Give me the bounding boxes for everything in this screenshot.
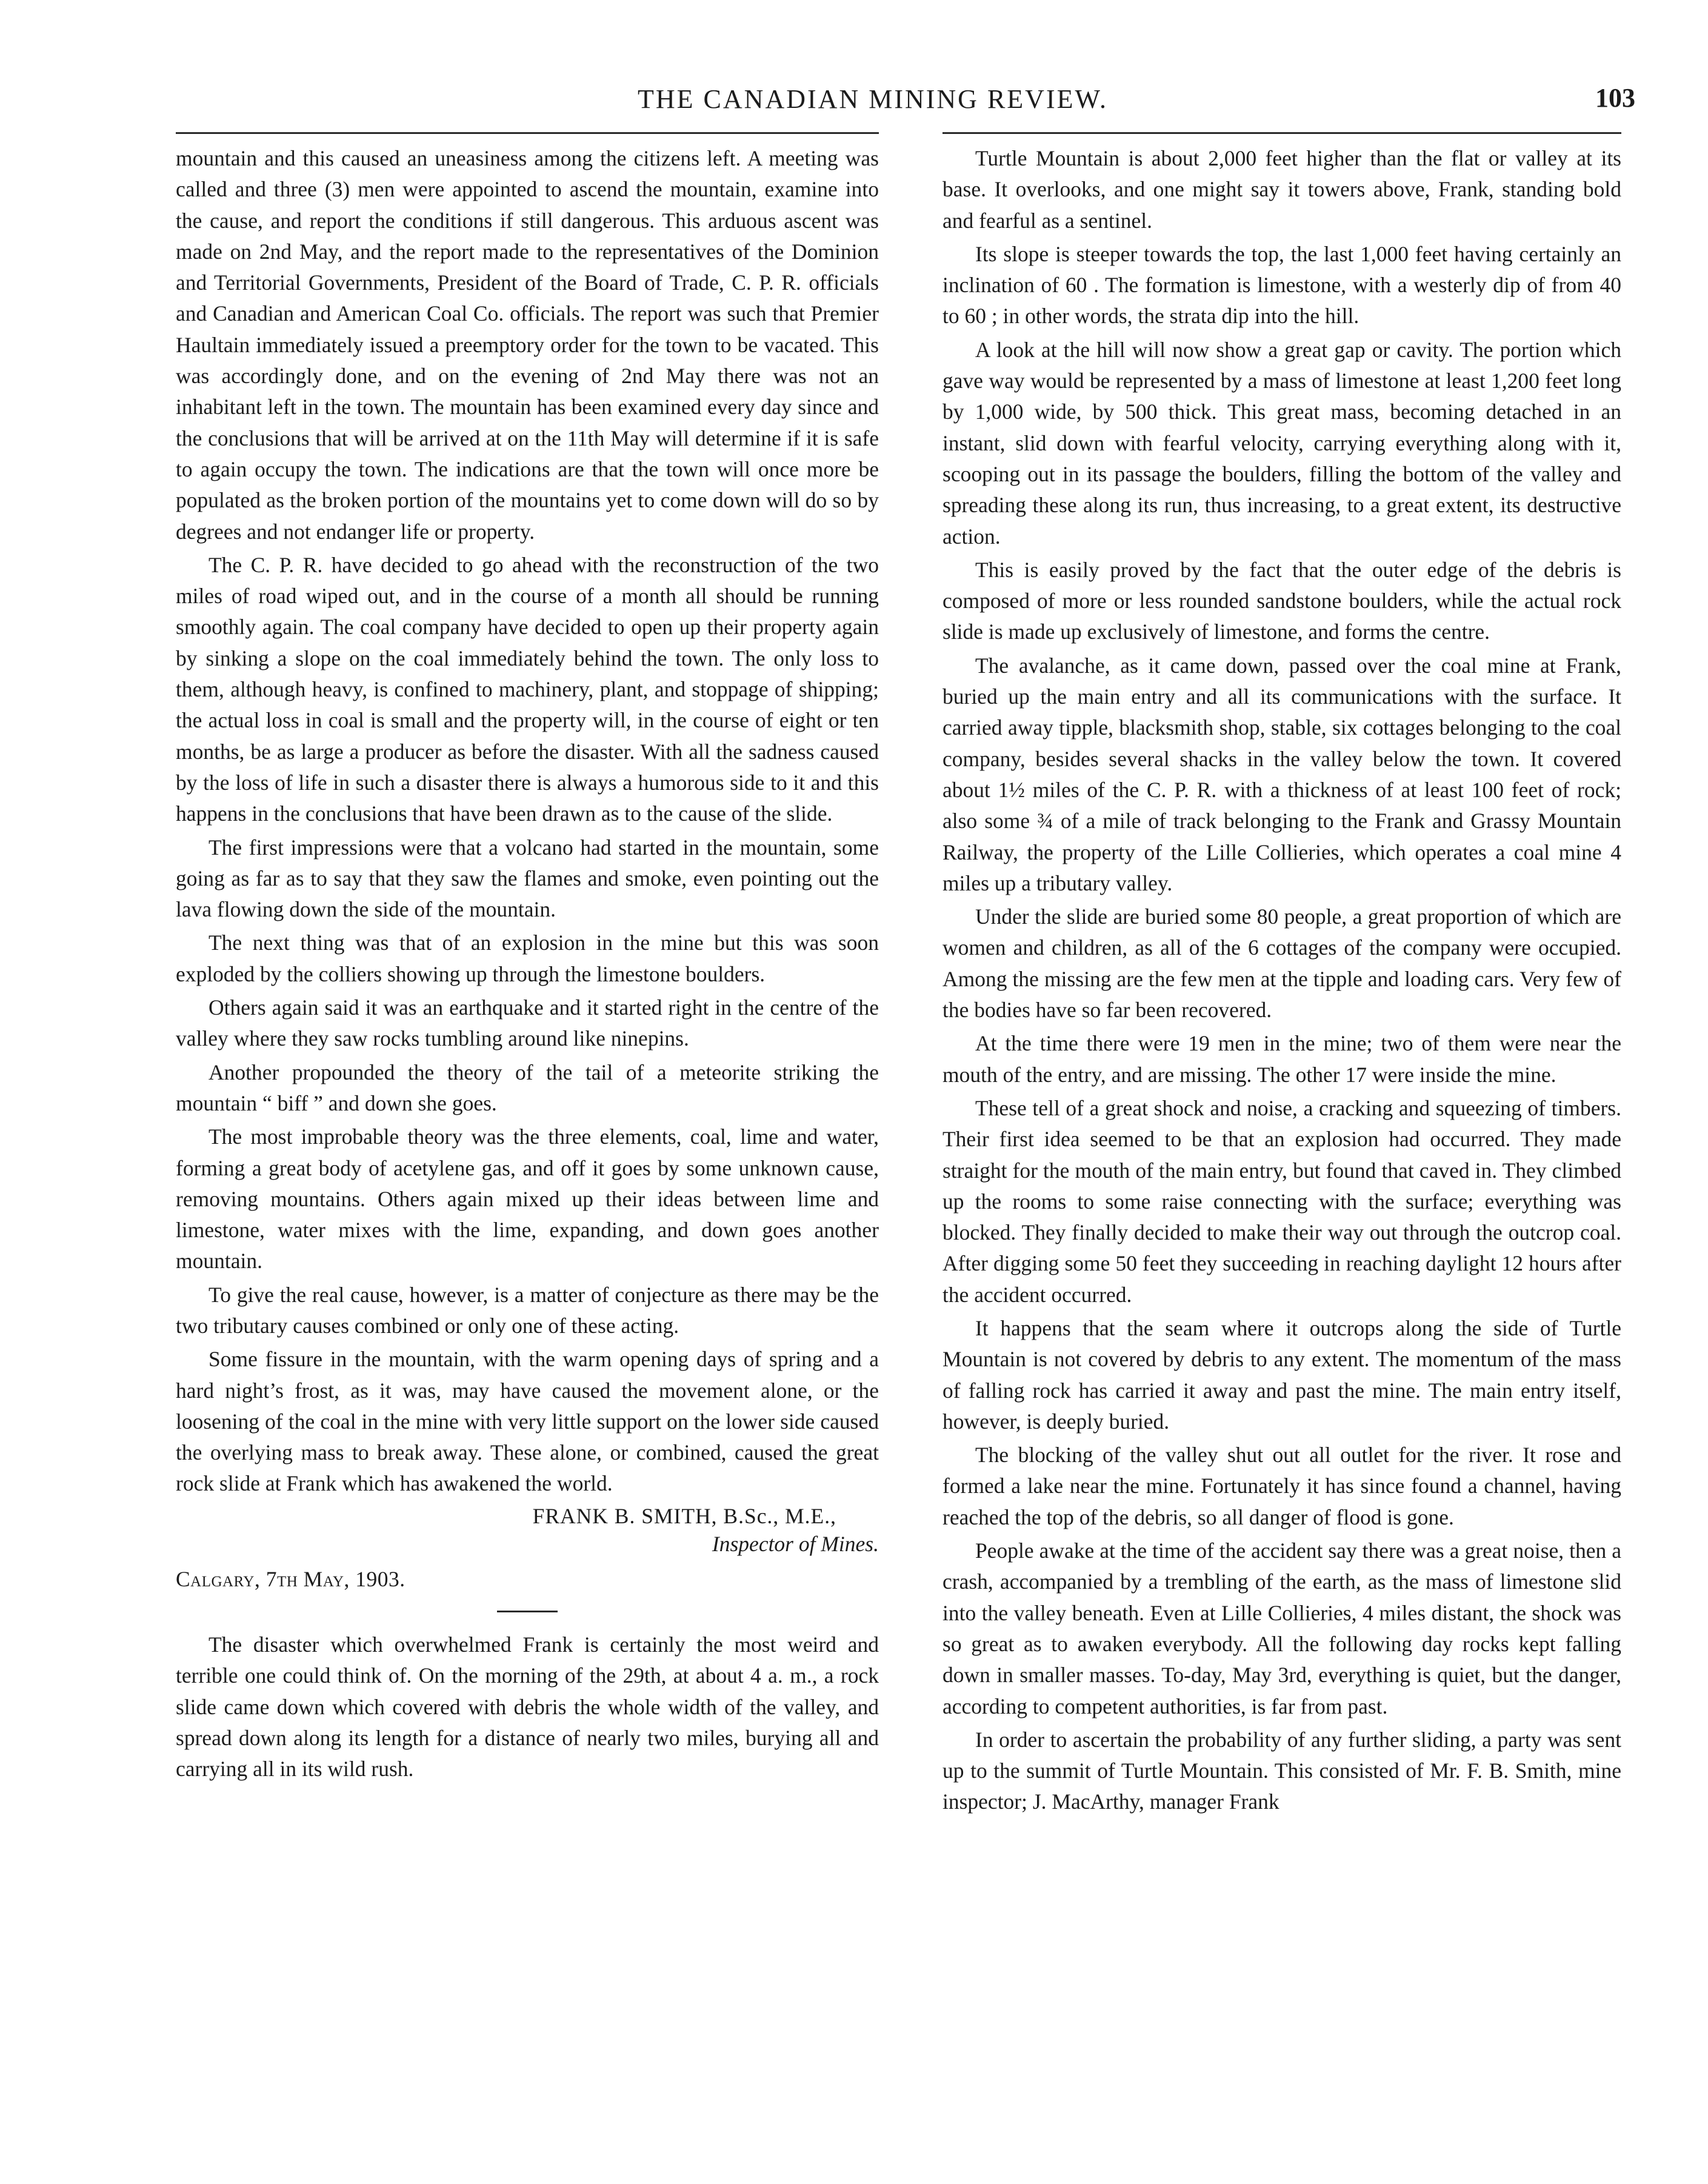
paragraph: The first impressions were that a volcano had started in the mountain, some going as far as to say that they saw the flames and smoke, even pointing out the lava flowing down the side of the mountain. (176, 835, 879, 922)
paragraph: Under the slide are buried some 80 people, a great proportion of which are women and children, as all of the 6 cottages of the company were occupied. Among the missing are the few men at the tipple and loading cars. Very few of the bodies have so far been recovered. (942, 904, 1621, 1023)
paragraph: Another propounded the theory of the tail of a meteorite striking the mountain “ biff ” and down she goes. (176, 1060, 879, 1115)
paragraph: The C. P. R. have decided to go ahead with the reconstruction of the two miles of road wiped out, and in the course of a month all should be running smoothly again. The coal company have decided to open up their property again by sinking a slope on the coal immediately behind the town. The only loss to them, although heavy, is confined to machinery, plant, and stoppage of shipping; the actual loss in coal is small and the property will, in the course of eight or ten months, be as large a producer as before the disaster. With all the sadness caused by the loss of life in such a disaster there is always a humorous side to it and this happens in the conclusions that have been drawn as to the cause of the slide. (176, 552, 879, 826)
header-rule-right (942, 132, 1621, 134)
paragraph: mountain and this caused an uneasiness among the citizens left. A meeting was called and three (3) men were appointed to ascend the mountain, examine into the cause, and report the conditions if still dangerous. This arduous ascent was made on 2nd May, and the report made to the representatives of the Dominion and Territorial Governments, President of the Board of Trade, C. P. R. officials and Canadian and American Coal Co. officials. The report was such that Premier Haultain immediately issued a preemptory order for the town to be vacated. This was accordingly done, and on the evening of 2nd May there was not an inhabitant left in the town. The mountain has been examined every day since and the conclusions that will be arrived at on the 11th May will determine if it is safe to again occupy the town. The indications are that the town will once more be populated as the broken portion of the mountains yet to come down will do so by degrees and not endanger life or property. (176, 146, 879, 544)
running-title: THE CANADIAN MINING REVIEW. (638, 84, 1108, 114)
section-divider (497, 1611, 558, 1612)
right-column (942, 143, 1621, 1820)
paragraph: The disaster which overwhelmed Frank is certainly the most weird and terrible one could think of. On the morning of the 29th, at about 4 a. m., a rock slide came down which covered with debris the whole width of the valley, and spread down along its length for a distance of nearly two miles, burying all and carrying all in its wild rush. (176, 1632, 879, 1782)
paragraph: These tell of a great shock and noise, a cracking and squeezing of timbers. Their first idea seemed to be that an explosion had occurred. They made straight for the mouth of the main entry, but found that caved in. They climbed up the rooms to some raise connecting with the surface; everything was blocked. They finally decided to make their way out through the outcrop coal. After digging some 50 feet they succeeding in reaching daylight 12 hours after the accident occurred. (942, 1095, 1621, 1307)
author-signature (176, 1502, 879, 1558)
page-header (164, 79, 1643, 121)
paragraph: Some fissure in the mountain, with the warm opening days of spring and a hard night’s frost, as it was, may have caused the movement alone, or the loosening of the coal in the mine with very little support on the lower side caused the overlying mass to break away. These alone, or combined, caused the great rock slide at Frank which has awakened the world. (176, 1347, 879, 1496)
header-rule-left (176, 132, 879, 134)
paragraph: Turtle Mountain is about 2,000 feet higher than the flat or valley at its base. It overlooks, and one might say it towers above, Frank, standing bold and fearful as a sentinel. (942, 146, 1621, 233)
paragraph: Its slope is steeper towards the top, the last 1,000 feet having certainly an inclination of 60 . The formation is limestone, with a westerly dip of from 40 to 60 ; in other words, the strata dip into the hill. (942, 241, 1621, 329)
author-title: Inspector of Mines. (712, 1531, 879, 1556)
author-name: FRANK B. SMITH, B.Sc., M.E., (532, 1503, 836, 1528)
paragraph: This is easily proved by the fact that the outer edge of the debris is composed of more or less rounded sandstone boulders, while the actual rock slide is made up exclusively of limestone, and forms the centre. (942, 557, 1621, 644)
paragraph: The avalanche, as it came down, passed over the coal mine at Frank, buried up the main entry and all its communications with the surface. It carried away tipple, blacksmith shop, stable, six cottages belonging to the coal company, besides several shacks in the valley below the town. It covered about 1½ miles of the C. P. R. with a thickness of at least 100 feet of rock; also some ¾ of a mile of track belonging to the Frank and Grassy Mountain Railway, the property of the Lille Collieries, which operates a coal mine 4 miles up a tributary valley. (942, 653, 1621, 895)
left-column (176, 143, 879, 1788)
paragraph: The blocking of the valley shut out all outlet for the river. It rose and formed a lake near the mine. Fortunately it has since found a channel, having reached the top of the debris, so all danger of flood is gone. (942, 1443, 1621, 1529)
paragraph: The next thing was that of an explosion in the mine but this was soon exploded by the colliers showing up through the limestone boulders. (176, 930, 879, 986)
paragraph: The most improbable theory was the three elements, coal, lime and water, forming a great body of acetylene gas, and off it goes by some unknown cause, removing mountains. Others again mixed up their ideas between lime and limestone, water mixes with the lime, expanding, and down goes another mountain. (176, 1124, 879, 1274)
dateline: Calgary, 7th May, 1903. (176, 1566, 405, 1591)
paragraph: In order to ascertain the probability of any further sliding, a party was sent up to the summit of Turtle Mountain. This consisted of Mr. F. B. Smith, mine inspector; J. MacArthy, manager Frank (942, 1727, 1621, 1814)
paragraph: A look at the hill will now show a great gap or cavity. The portion which gave way would be represented by a mass of limestone at least 1,200 feet long by 1,000 wide, by 500 thick. This great mass, becoming detached in an instant, slid down with fearful velocity, carrying everything along with it, scooping out in its passage the boulders, filling the bottom of the valley and spreading these along its run, thus increasing, to a great extent, its destructive action. (942, 337, 1621, 549)
paragraph: It happens that the seam where it outcrops along the side of Turtle Mountain is not covered by debris to any extent. The momentum of the mass of falling rock has carried it away and past the mine. The main entry itself, however, is deeply buried. (942, 1315, 1621, 1434)
paragraph: At the time there were 19 men in the mine; two of them were near the mouth of the entry, and are missing. The other 17 were inside the mine. (942, 1031, 1621, 1087)
paragraph: Others again said it was an earthquake and it started right in the centre of the valley where they saw rocks tumbling around like ninepins. (176, 995, 879, 1051)
paragraph: People awake at the time of the accident say there was a great noise, then a crash, accompanied by a trembling of the earth, as the mass of limestone slid into the valley beneath. Even at Lille Collieries, 4 miles distant, the shock was so great as to awaken everybody. All the following day rocks kept falling down in smaller masses. To-day, May 3rd, everything is quiet, but the danger, according to competent authorities, is far from past. (942, 1538, 1621, 1718)
paragraph: To give the real cause, however, is a matter of conjecture as there may be the two tributary causes combined or only one of these acting. (176, 1282, 879, 1338)
page-number: 103 (1595, 83, 1635, 113)
